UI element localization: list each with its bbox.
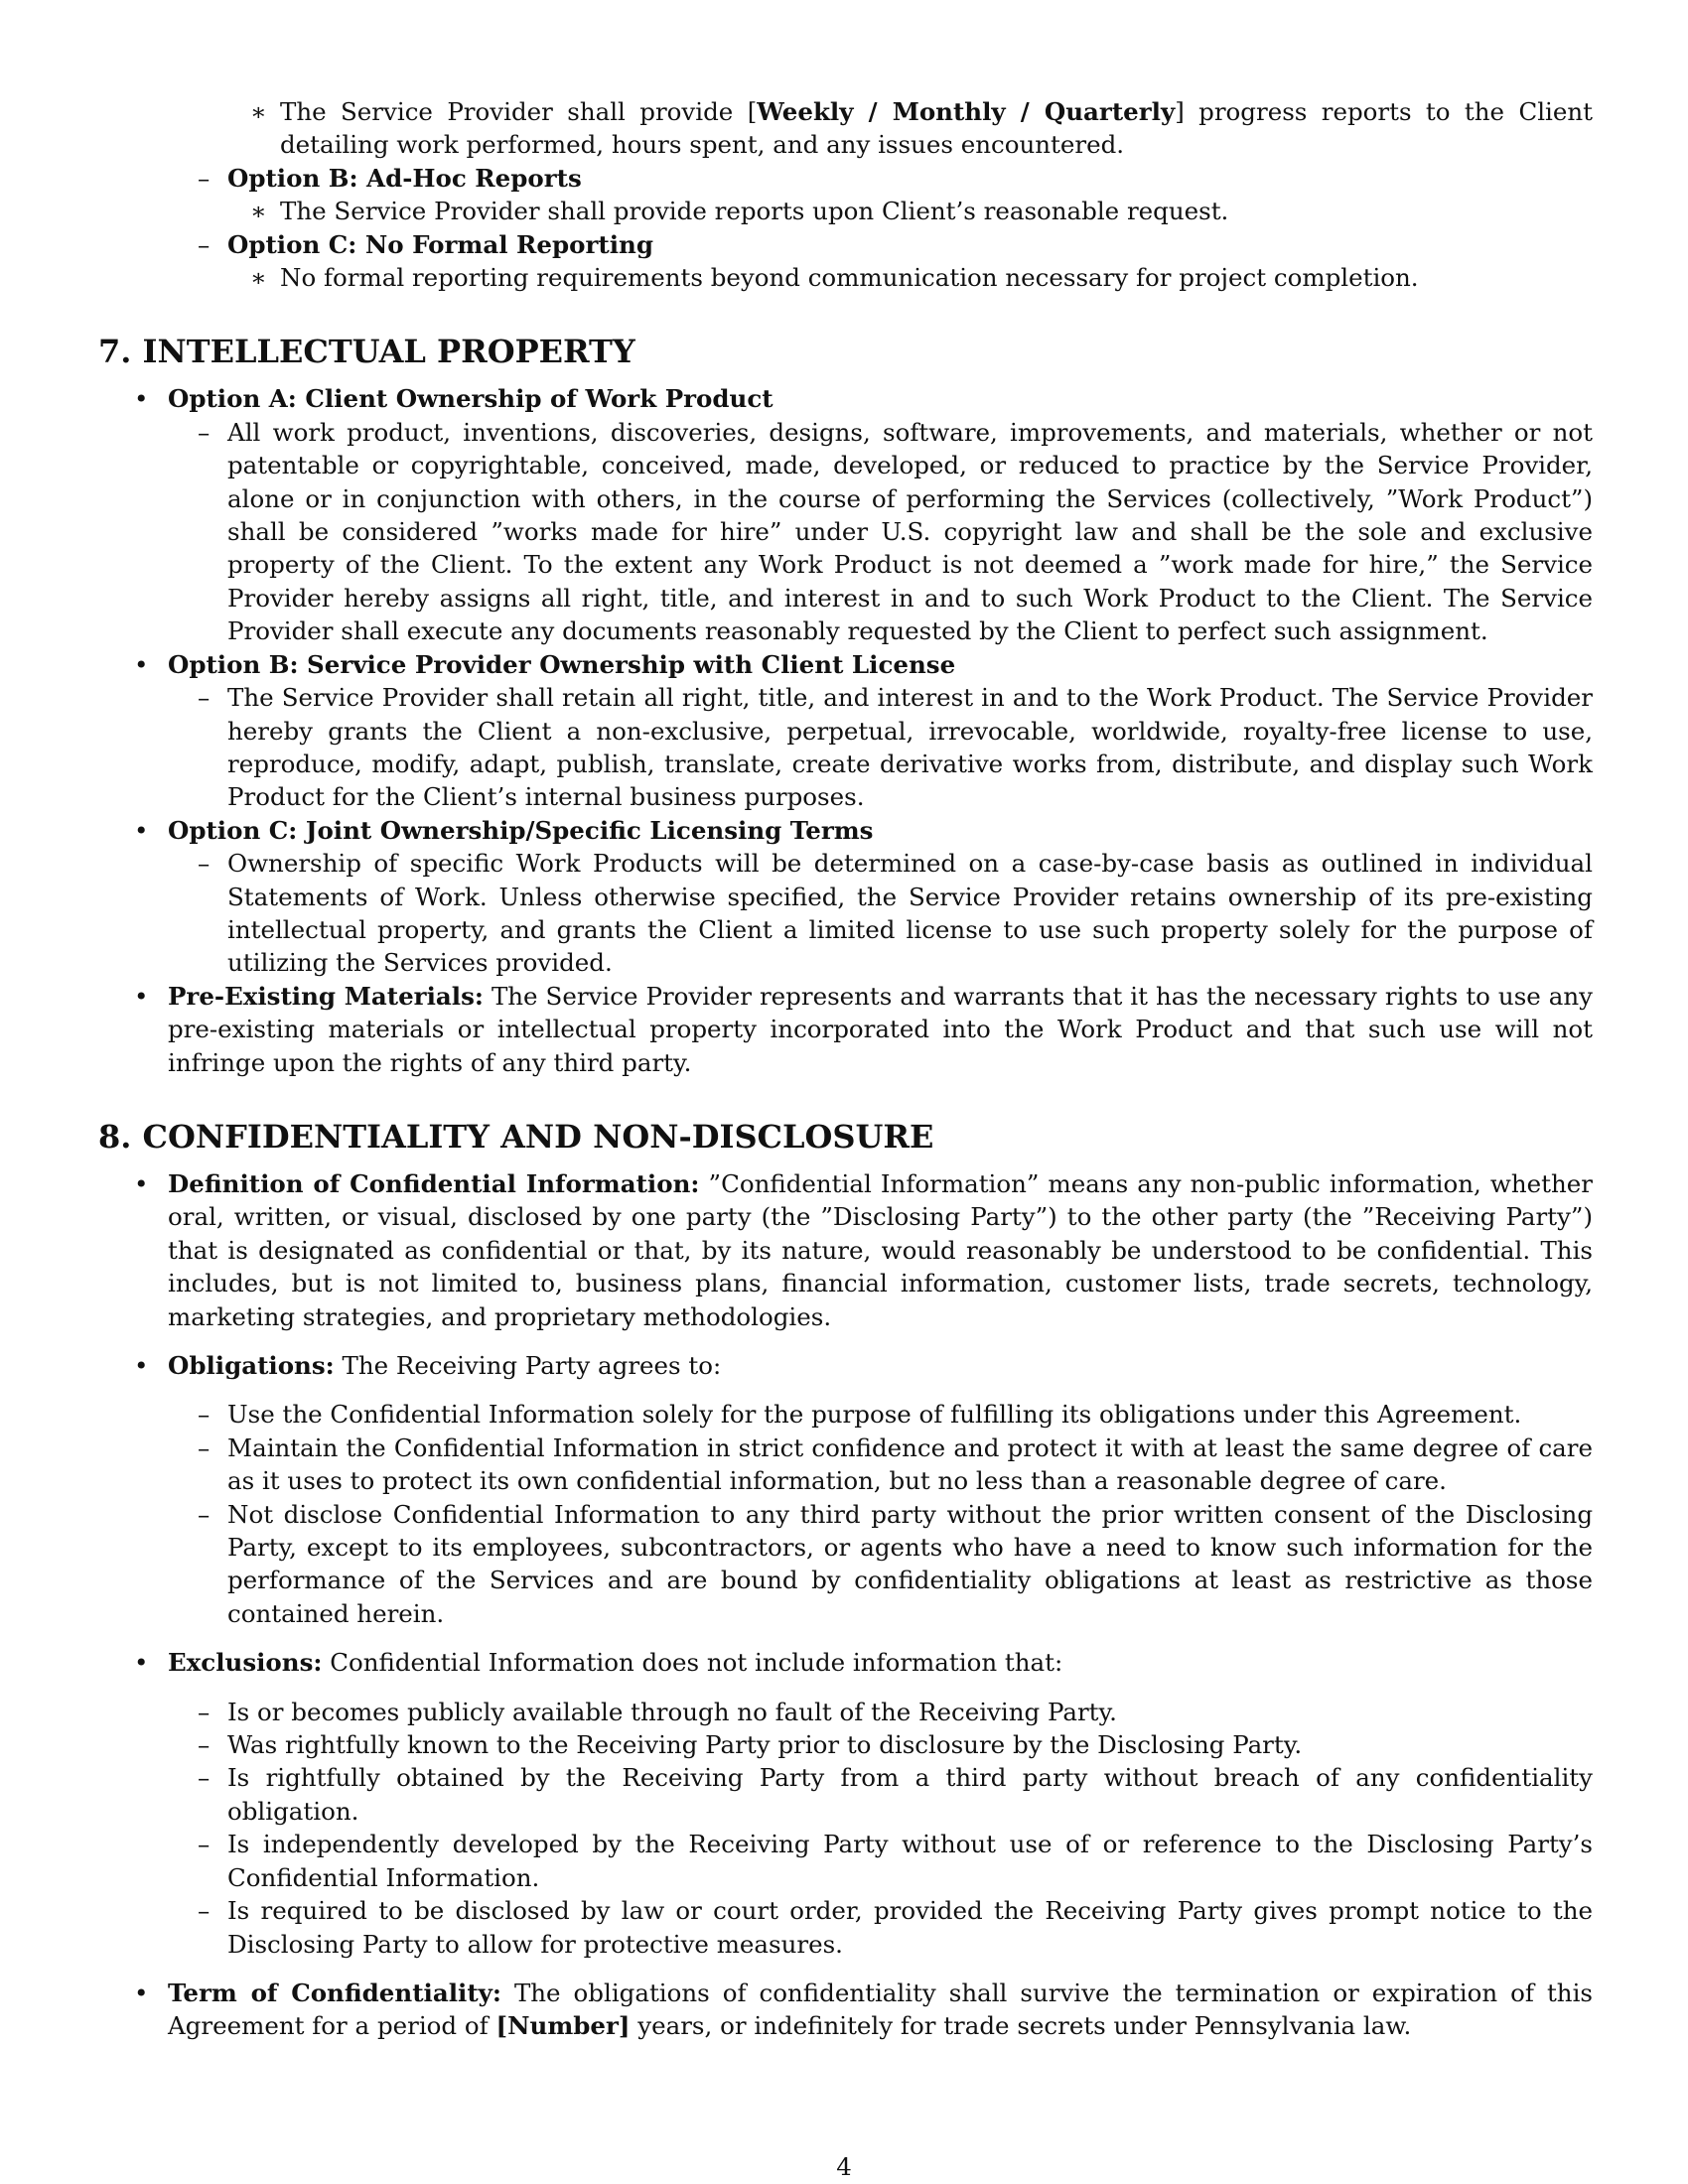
obligations: • Obligations: The Receiving Party agrees to: [98,1349,1593,1382]
reporting-option-c-text: ∗ No formal reporting requirements beyond communication necessary for project completion. [98,261,1593,294]
confidential-definition: • Definition of Confidential Information: ”Confidential Information” means any non-public information, whether oral, written, or visual, disclosed by one party (the ”Disclosing Party”) to the other party (the ”Receiving Party”) that is designated as confidential or that, by its nature, would reasonably be understood to be confidential. This includes, but is not limited to, business plans, financial information, customer lists, trade secrets, technology, marketing strategies, and proprietary methodologies. [134,1168,1594,1331]
bullet: • [134,1978,149,2007]
pre-existing-materials: • Pre-Existing Materials: The Service Provider represents and warrants that it has the necessary rights to use any pre-existing materials or intellectual property incorporated into the Work Product and that such use will not infringe upon the rights of any third party. [134,981,1593,1077]
dash-bullet: – [198,849,211,879]
section-7-heading: 7. INTELLECTUAL PROPERTY [98,333,635,371]
list-item: – Not disclose Confidential Information to any third party without the prior written consent of the Disclosing Party, except to its employees, subcontractors, or agents who have a need to know such information for the performance of the Services and are bound by confidentiality obligations at least as restrictive as those contained herein. [198,1499,1593,1628]
dash-bullet: – [198,1433,211,1462]
ip-option-c: • Option C: Joint Ownership/Specific Licensing Terms [98,814,1593,847]
exclusions: • Exclusions: Confidential Information does not include information that: [98,1646,1593,1679]
dash-bullet: – [198,683,211,713]
reporting-option-c: – Option C: No Formal Reporting [98,228,1593,261]
dash-bullet: – [198,417,211,447]
bullet: • [134,1168,149,1198]
ip-option-b-text: – The Service Provider shall retain all right, title, and interest in and to the Work Product. The Service Provider hereby grants the Client a non-exclusive, perpetual, irrevocable, worldwide, royalty-free license to use, reproduce, modify, adapt, publish, translate, create derivative works from, distribute, and display such Work Product for the Client’s internal business purposes. [198,683,1593,812]
list-item: – Is rightfully obtained by the Receiving Party from a third party without breach of any confidentiality obligation. [198,1763,1593,1826]
reports-frequency-item: ∗ The Service Provider shall provide [Weekly / Monthly / Quarterly] progress reports to the Client detailing work performed, hours spent, and any issues encountered. [250,97,1593,160]
dash-bullet: – [198,1763,211,1793]
list-item: – Is required to be disclosed by law or court order, provided the Receiving Party gives prompt notice to the Disclosing Party to allow for protective measures. [198,1896,1593,1959]
ip-option-a: • Option A: Client Ownership of Work Product [98,382,1593,415]
section-8-heading: 8. CONFIDENTIALITY AND NON-DISCLOSURE [98,1117,934,1156]
page-number: 4 [836,2152,852,2181]
bullet: • [134,1648,149,1678]
ip-option-a-text: – All work product, inventions, discoveries, designs, software, improvements, and materials, whether or not patentable or copyrightable, conceived, made, developed, or reduced to practice by the Service Provider, alone or in conjunction with others, in the course of performing the Services (collectively, ”Work Product”) shall be considered ”works made for hire” under U.S. copyright law and shall be the sole and exclusive property of the Client. To the extent any Work Product is not deemed a ”work made for hire,” the Service Provider hereby assigns all right, title, and interest in and to such Work Product to the Client. The Service Provider shall execute any documents reasonably requested by the Client to perfect such assignment. [198,417,1593,646]
dash-bullet: – [198,1499,211,1529]
list-item: – Maintain the Confidential Information in strict confidence and protect it with at least the same degree of care as it uses to protect its own confidential information, but no less than a reasonable degree of care. [198,1433,1593,1496]
dash-bullet: – [198,1830,211,1859]
list-item: – Is independently developed by the Receiving Party without use of or reference to the Disclosing Party’s Confidential Information. [198,1830,1593,1892]
asterisk-bullet: ∗ [250,97,267,126]
ip-option-c-text: – Ownership of specific Work Products will be determined on a case-by-case basis as outlined in individual Statements of Work. Unless otherwise specified, the Service Provider retains ownership of its pre-existing intellectual property, and grants the Client a limited license to use such property solely for the purpose of utilizing the Services provided. [198,849,1593,978]
dash-bullet: – [198,1896,211,1926]
asterisk-bullet: ∗ [250,263,267,293]
term-of-confidentiality: • Term of Confidentiality: The obligations of confidentiality shall survive the termination or expiration of this Agreement for a period of [Number] years, or indefinitely for trade secrets under Pennsylvania law. [134,1978,1593,2041]
dash-bullet: – [198,1730,211,1760]
dash-bullet: – [198,1697,211,1726]
ip-option-b: • Option B: Service Provider Ownership with Client License [98,648,1593,681]
exclusions-list [98,1696,1593,1961]
asterisk-bullet: ∗ [250,197,267,226]
bullet: • [134,981,149,1011]
list-item: – Is or becomes publicly available through no fault of the Receiving Party. [98,1696,1593,1728]
list-item: – Use the Confidential Information solely for the purpose of fulfilling its obligations under this Agreement. [98,1398,1593,1431]
bullet: • [134,384,149,414]
dash-bullet: – [198,229,211,259]
list-item: – Was rightfully known to the Receiving Party prior to disclosure by the Disclosing Party. [98,1728,1593,1761]
obligations-list [98,1398,1593,1630]
dash-bullet: – [198,1400,211,1430]
bullet: • [134,815,149,845]
bullet: • [134,1351,149,1380]
bullet: • [134,649,149,679]
dash-bullet: – [198,163,211,193]
reporting-option-b: – Option B: Ad-Hoc Reports [98,162,1593,195]
reporting-option-b-text: ∗ The Service Provider shall provide reports upon Client’s reasonable request. [98,195,1593,227]
